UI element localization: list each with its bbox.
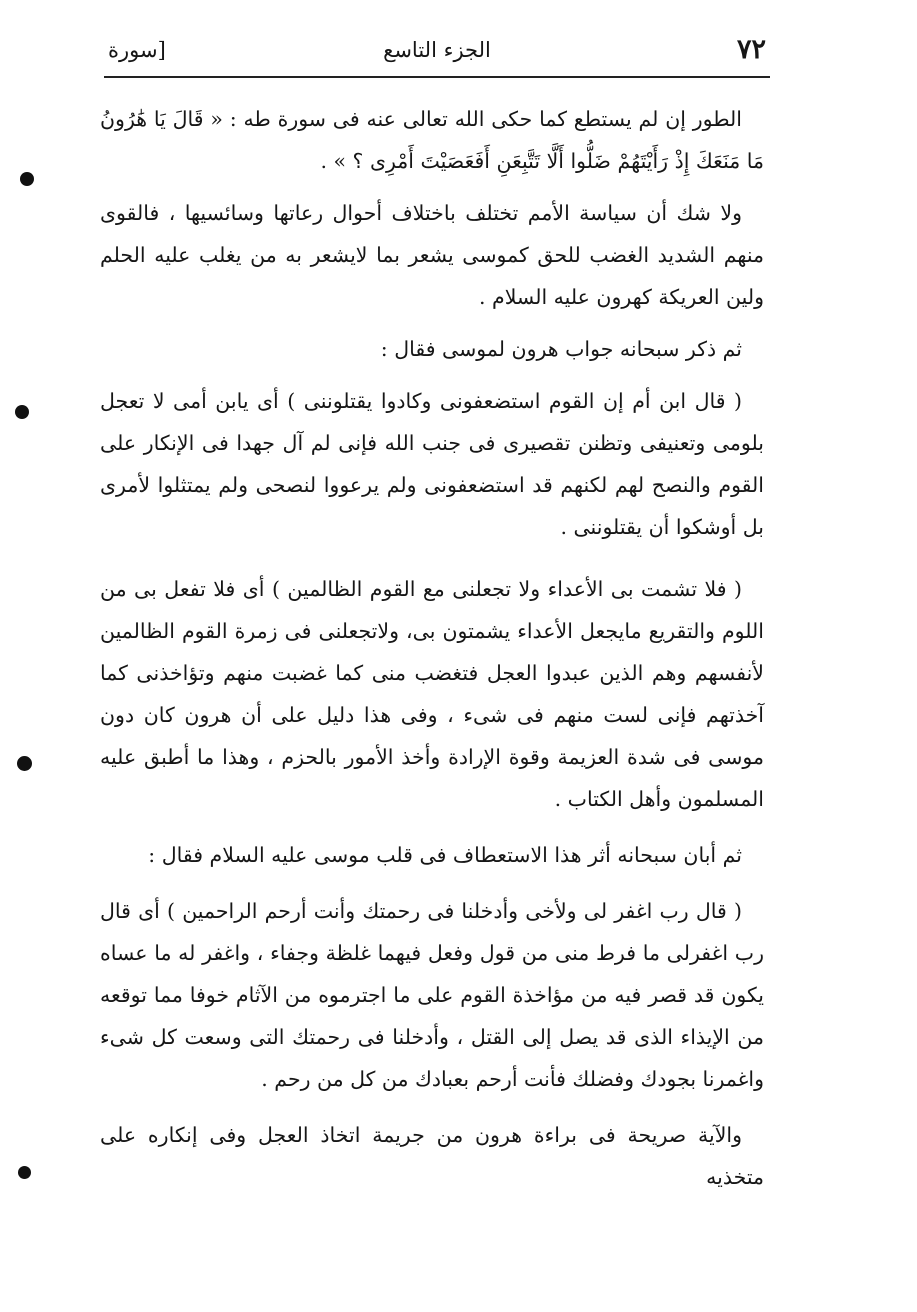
scan-speck [18,1166,31,1179]
paragraph-4: ( قال ابن أم إن القوم استضعفونى وكادوا يقتلوننى ) أى يابن أمى لا تعجل بلومى وتعنيفى وتظنن تقصيرى فى جنب الله فإنى لم آل جهدا فى الإنكار على القوم والنصح لهم لكنهم قد استضعفونى ولم يرعووا لنصحى ولم يمتثلوا لأمرى بل أوشكوا أن يقتلوننى . [100,389,764,539]
paragraph-7: ( قال رب اغفر لى ولأخى وأدخلنا فى رحمتك وأنت أرحم الراحمين ) أى قال رب اغفرلى ما فرط منى من قول وفعل فيهما غلظة وجفاء ، واغفر له ما عساه يكون قد قصر فيه من مؤاخذة القوم على ما اجترموه من الآثام خوفا مما توقعه من الإيذاء الذى قد يصل إلى القتل ، وأدخلنا فى رحمتك التى وسعت كل شىء واغمرنا بجودك وفضلك فأنت أرحم بعبادك من كل من رحم . [100,899,764,1091]
page-number: ٧٢ [736,34,766,65]
page-header [108,30,766,74]
scan-speck [20,172,34,186]
header-rule [104,76,770,78]
scan-speck [17,756,32,771]
surah-label: [سورة [108,38,166,62]
paragraph-3: ثم ذكر سبحانه جواب هرون لموسى فقال : [380,337,742,361]
scan-speck [15,405,29,419]
running-title: الجزء التاسع [383,38,491,62]
paragraph-5: ( فلا تشمت بى الأعداء ولا تجعلنى مع القوم الظالمين ) أى فلا تفعل بى من اللوم والتقريع مايجعل الأعداء يشمتون بى، ولاتجعلنى فى زمرة القوم الظالمين لأنفسهم وهم الذين عبدوا العجل فتغضب منى كما غضبت منهم وتؤاخذنى كما آخذتهم فإنى لست منهم فى شىء ، وفى هذا دليل على أن هرون كان دون موسى فى شدة العزيمة وقوة الإرادة وأخذ الأمور بالحزم ، وهذا ما أطبق عليه المسلمون وأهل الكتاب . [100,577,764,811]
page-body [100,98,764,1198]
paragraph-1: الطور إن لم يستطع كما حكى الله تعالى عنه فى سورة طه : « قَالَ يَا هَٰرُونُ مَا مَنَعَكَ إِذْ رَأَيْتَهُمْ ضَلُّوا أَلَّا تَتَّبِعَنِ أَفَعَصَيْتَ أَمْرِى ؟ » . [100,107,764,173]
paragraph-8: والآية صريحة فى براءة هرون من جريمة اتخاذ العجل وفى إنكاره على متخذيه [100,1123,764,1189]
paragraph-2: ولا شك أن سياسة الأمم تختلف باختلاف أحوال رعاتها وسائسيها ، فالقوى منهم الشديد الغضب للحق كموسى يشعر بما لايشعر به من يغلب عليه الحلم ولين العريكة كهرون عليه السلام . [100,201,764,309]
paragraph-6: ثم أبان سبحانه أثر هذا الاستعطاف فى قلب موسى عليه السلام فقال : [148,843,742,867]
